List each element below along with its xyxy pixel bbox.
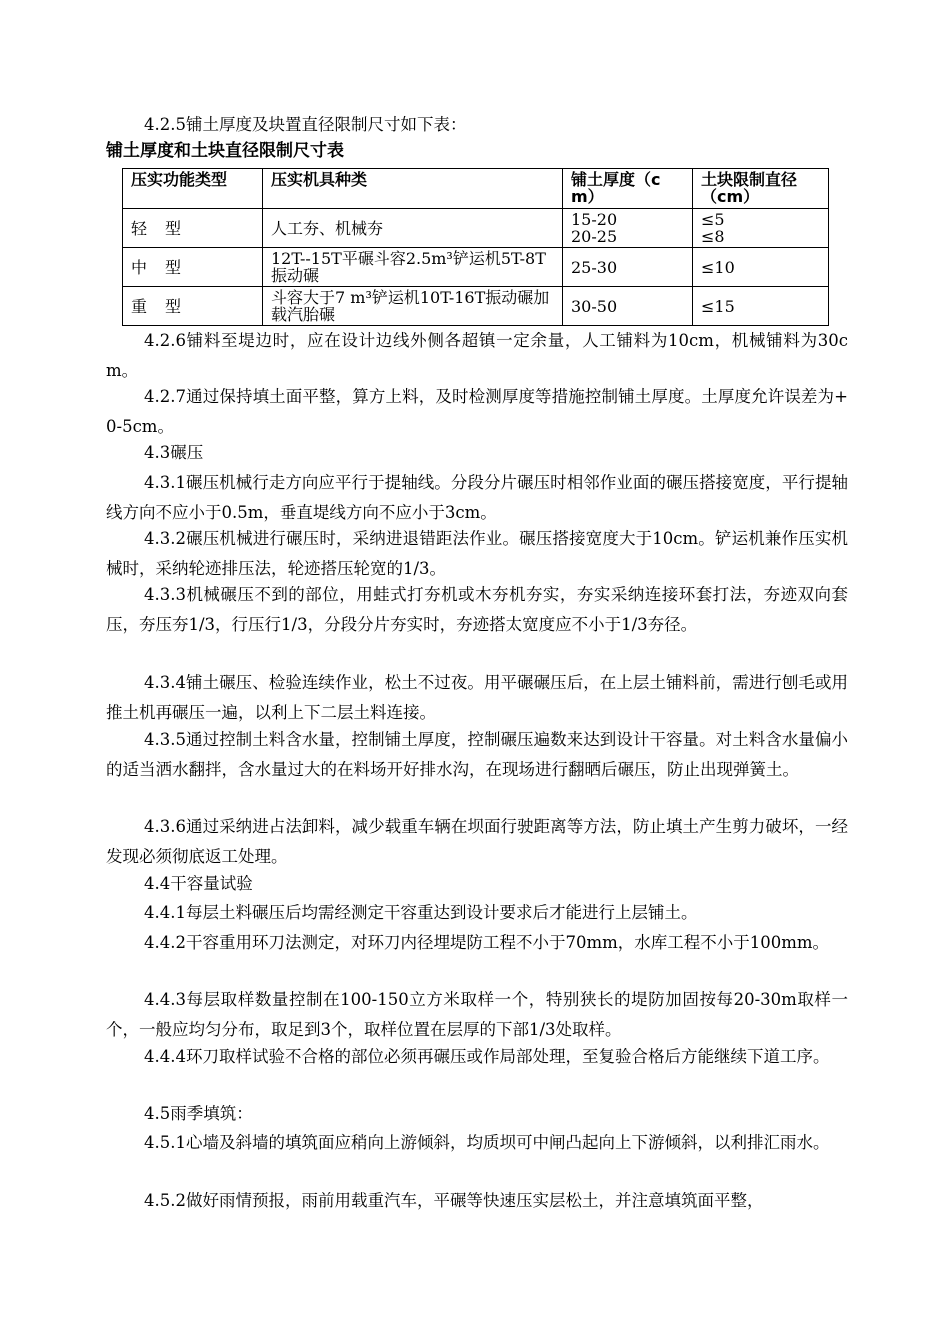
- body-paragraph: 4.3.3机械碾压不到的部位，用蛙式打夯机或木夯机夯实，夯实采纳连接环套打法，夯迹双向套压，夯压夯1/3，行压行1/3，分段分片夯实时，夯迹搭太宽度应不小于1/3夯径。: [106, 585, 848, 634]
- diameter-value: ≤8: [701, 227, 725, 246]
- body-paragraph: 4.5.1心墙及斜墙的填筑面应稍向上游倾斜，均质坝可中闸凸起向上下游倾斜，以利排汇雨水。: [144, 1133, 830, 1152]
- body-paragraph: 4.4.2干容重用环刀法测定，对环刀内径埋堤防工程不小于70mm，水库工程不小于100mm。: [144, 933, 830, 952]
- cell-type: 重型: [123, 287, 263, 326]
- table-title: 铺土厚度和土块直径限制尺寸表: [106, 141, 344, 161]
- thickness-value: 20-25: [571, 227, 618, 246]
- body-paragraph: 4.2.7通过保持填土面平整，算方上料，及时检测厚度等措施控制铺土厚度。土厚度允许误差为+0-5cm。: [106, 387, 848, 436]
- cell-thickness: 25-30: [563, 248, 693, 287]
- cell-type: 轻型: [123, 209, 263, 248]
- cell-thickness: 30-50: [563, 287, 693, 326]
- cell-machines: 斗容大于7 m³铲运机10T-16T振动碾加载汽胎碾: [263, 287, 563, 326]
- cell-diameter: ≤10: [693, 248, 829, 287]
- body-paragraph: 4.3.2碾压机械进行碾压时，采纳进退错距法作业。碾压搭接宽度大于10cm。铲运机兼作压实机械时，采纳轮迹排压法，轮迹搭压轮宽的1/3。: [106, 529, 848, 578]
- header-cell-type: 压实功能类型: [123, 169, 263, 209]
- thickness-value: 15-20: [571, 210, 618, 229]
- diameter-value: ≤5: [701, 210, 725, 229]
- cell-machines: 12T--15T平碾斗容2.5m³铲运机5T-8T振动碾: [263, 248, 563, 287]
- cell-machines: 人工夯、机械夯: [263, 209, 563, 248]
- cell-diameter: ≤15: [693, 287, 829, 326]
- table-row: [123, 209, 829, 248]
- cell-type: 中型: [123, 248, 263, 287]
- table-header-row: [123, 169, 829, 209]
- table-row: [123, 248, 829, 287]
- body-paragraph: 4.3.1碾压机械行走方向应平行于提轴线。分段分片碾压时相邻作业面的碾压搭接宽度，平行提轴线方向不应小于0.5m，垂直堤线方向不应小于3cm。: [106, 473, 848, 522]
- section-heading: 4.4干容量试验: [144, 874, 253, 893]
- table-row: [123, 287, 829, 326]
- body-paragraph: 4.2.6铺料至堤边时，应在设计边线外侧各超镇一定余量，人工铺料为10cm，机械铺料为30cm。: [106, 331, 848, 380]
- body-paragraph: 4.5.2做好雨情预报，雨前用载重汽车，平碾等快速压实层松土，并注意填筑面平整，: [144, 1191, 764, 1210]
- header-cell-machines: 压实机具种类: [263, 169, 563, 209]
- intro-paragraph: 4.2.5铺土厚度及块置直径限制尺寸如下表：: [144, 115, 467, 134]
- body-paragraph: 4.3.5通过控制土料含水量，控制铺土厚度，控制碾压遍数来达到设计干容量。对土料含水量偏小的适当洒水翻拌，含水量过大的在料场开好排水沟，在现场进行翻晒后碾压，防止出现弹簧土。: [106, 730, 848, 779]
- body-paragraph: 4.4.3每层取样数量控制在100-150立方米取样一个，特别狭长的堤防加固按每20-30m取样一个，一般应均匀分布，取足到3个，取样位置在层厚的下部1/3处取样。: [106, 990, 848, 1039]
- section-heading: 4.3碾压: [144, 443, 204, 462]
- body-paragraph: 4.3.4铺土碾压、检验连续作业，松土不过夜。用平碾碾压后，在上层土铺料前，需进行刨毛或用推土机再碾压一遍，以利上下二层土料连接。: [106, 673, 848, 722]
- body-paragraph: 4.4.1每层土料碾压后均需经测定干容重达到设计要求后才能进行上层铺土。: [144, 903, 698, 922]
- section-heading: 4.5雨季填筑：: [144, 1104, 253, 1123]
- body-paragraph: 4.4.4环刀取样试验不合格的部位必须再碾压或作局部处理，至复验合格后方能继续下道工序。: [144, 1047, 830, 1066]
- header-cell-thickness: 铺土厚度（cm）: [563, 169, 693, 209]
- body-paragraph: 4.3.6通过采纳进占法卸料，减少载重车辆在坝面行驶距离等方法，防止填土产生剪力破坏，一经发现必须彻底返工处理。: [106, 817, 848, 866]
- limits-table: [122, 168, 829, 326]
- cell-diameter: [693, 209, 829, 248]
- header-cell-diameter: 土块限制直径（cm）: [693, 169, 829, 209]
- cell-thickness: [563, 209, 693, 248]
